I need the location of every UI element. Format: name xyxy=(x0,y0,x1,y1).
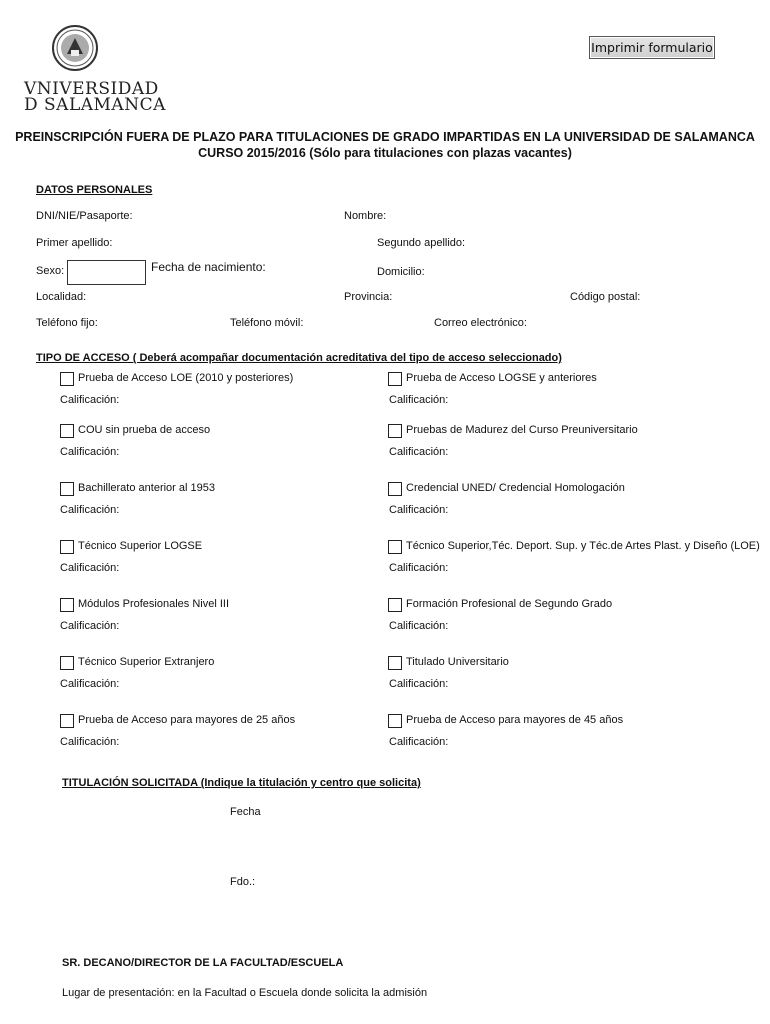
option-acceso-label: Prueba de Acceso para mayores de 45 años xyxy=(406,714,624,726)
option-acceso-label: COU sin prueba de acceso xyxy=(78,424,211,436)
option-acceso-label: Pruebas de Madurez del Curso Preuniversitario xyxy=(406,424,638,436)
option-acceso-label: Prueba de Acceso LOGSE y anteriores xyxy=(406,372,597,384)
logo-line2: D SALAMANCA xyxy=(24,95,166,115)
print-form-button[interactable]: Imprimir formulario xyxy=(589,36,715,59)
checkbox-acceso[interactable] xyxy=(60,372,74,386)
checkbox-acceso[interactable] xyxy=(60,482,74,496)
label-domicilio: Domicilio: xyxy=(377,266,425,278)
option-acceso-label: Técnico Superior LOGSE xyxy=(78,540,203,552)
label-provincia: Provincia: xyxy=(344,291,393,303)
label-calificacion: Calificación: xyxy=(60,446,120,458)
label-nombre: Nombre: xyxy=(344,210,387,222)
checkbox-acceso[interactable] xyxy=(60,424,74,438)
checkbox-acceso[interactable] xyxy=(388,424,402,438)
checkbox-acceso[interactable] xyxy=(60,714,74,728)
label-calificacion: Calificación: xyxy=(60,678,120,690)
label-calificacion: Calificación: xyxy=(60,504,120,516)
option-acceso-label: Bachillerato anterior al 1953 xyxy=(78,482,215,494)
label-telefono-fijo: Teléfono fijo: xyxy=(36,317,98,329)
checkbox-acceso[interactable] xyxy=(388,714,402,728)
label-correo: Correo electrónico: xyxy=(434,317,527,329)
logo-line1: VNIVERSIDAD xyxy=(24,79,159,99)
checkbox-acceso[interactable] xyxy=(388,598,402,612)
label-segundo-apellido: Segundo apellido: xyxy=(377,237,466,249)
lugar-presentacion: Lugar de presentación: en la Facultad o Escuela donde solicita la admisión xyxy=(62,987,428,999)
section-datos-personales: DATOS PERSONALES xyxy=(36,184,153,196)
option-acceso-label: Prueba de Acceso LOE (2010 y posteriores) xyxy=(78,372,294,384)
label-calificacion: Calificación: xyxy=(389,446,449,458)
label-dni: DNI/NIE/Pasaporte: xyxy=(36,210,133,222)
option-acceso-label: Prueba de Acceso para mayores de 25 años xyxy=(78,714,296,726)
label-codigo-postal: Código postal: xyxy=(570,291,641,303)
section-titulacion: TITULACIÓN SOLICITADA (Indique la titulación y centro que solicita) xyxy=(62,777,421,789)
label-sexo: Sexo: xyxy=(36,265,65,277)
university-seal-icon xyxy=(51,24,99,72)
label-primer-apellido: Primer apellido: xyxy=(36,237,113,249)
checkbox-acceso[interactable] xyxy=(60,656,74,670)
checkbox-acceso[interactable] xyxy=(60,540,74,554)
checkbox-acceso[interactable] xyxy=(388,656,402,670)
label-calificacion: Calificación: xyxy=(389,620,449,632)
label-calificacion: Calificación: xyxy=(389,736,449,748)
section-tipo-acceso: TIPO DE ACCESO ( Deberá acompañar documentación acreditativa del tipo de acceso seleccionado) xyxy=(36,352,562,364)
label-calificacion: Calificación: xyxy=(389,504,449,516)
label-localidad: Localidad: xyxy=(36,291,87,303)
label-calificacion: Calificación: xyxy=(389,562,449,574)
destinatario: SR. DECANO/DIRECTOR DE LA FACULTAD/ESCUELA xyxy=(62,957,344,969)
form-title: PREINSCRIPCIÓN FUERA DE PLAZO PARA TITULACIONES DE GRADO IMPARTIDAS EN LA UNIVERSIDAD DE SALAMANCA xyxy=(15,130,755,144)
label-calificacion: Calificación: xyxy=(389,678,449,690)
sexo-field[interactable] xyxy=(67,260,146,285)
checkbox-acceso[interactable] xyxy=(388,540,402,554)
label-firma: Fdo.: xyxy=(230,876,256,888)
checkbox-acceso[interactable] xyxy=(60,598,74,612)
label-fecha: Fecha xyxy=(230,806,261,818)
label-calificacion: Calificación: xyxy=(60,562,120,574)
option-acceso-label: Técnico Superior,Téc. Deport. Sup. y Téc.de Artes Plast. y Diseño (LOE) xyxy=(406,540,760,552)
checkbox-acceso[interactable] xyxy=(388,482,402,496)
option-acceso-label: Módulos Profesionales Nivel III xyxy=(78,598,230,610)
label-calificacion: Calificación: xyxy=(60,736,120,748)
label-telefono-movil: Teléfono móvil: xyxy=(230,317,304,329)
form-subtitle: CURSO 2015/2016 (Sólo para titulaciones con plazas vacantes) xyxy=(198,146,572,160)
option-acceso-label: Formación Profesional de Segundo Grado xyxy=(406,598,613,610)
label-calificacion: Calificación: xyxy=(389,394,449,406)
option-acceso-label: Técnico Superior Extranjero xyxy=(78,656,215,668)
label-calificacion: Calificación: xyxy=(60,620,120,632)
label-calificacion: Calificación: xyxy=(60,394,120,406)
option-acceso-label: Titulado Universitario xyxy=(406,656,509,668)
label-fecha-nacimiento: Fecha de nacimiento: xyxy=(151,260,266,274)
checkbox-acceso[interactable] xyxy=(388,372,402,386)
option-acceso-label: Credencial UNED/ Credencial Homologación xyxy=(406,482,625,494)
